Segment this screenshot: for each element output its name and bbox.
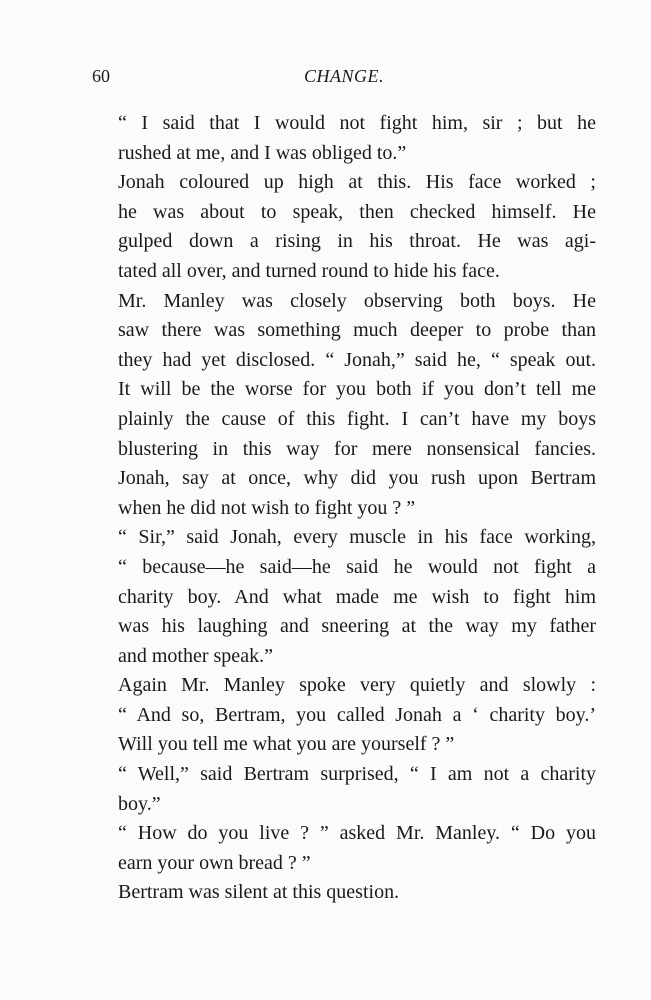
text-line: “ because—he said—he said he would not fight a [118, 555, 596, 578]
paragraph [93, 523, 596, 671]
text-line: Jonah coloured up high at this. His face worked ; [118, 171, 596, 194]
text-line: It will be the worse for you both if you don’t tell me [118, 378, 596, 401]
text-line: Again Mr. Manley spoke very quietly and slowly : [118, 674, 596, 697]
chapter-title: CHANGE. [304, 66, 384, 86]
paragraph [93, 109, 596, 168]
paragraph [93, 671, 596, 760]
text-line: “ Sir,” said Jonah, every muscle in his face working, [118, 526, 596, 549]
text-line: earn your own bread ? ” [118, 851, 311, 874]
text-line: Jonah, say at once, why did you rush upon Bertram [118, 467, 596, 490]
text-line: Mr. Manley was closely observing both boys. He [118, 289, 596, 312]
text-line: Bertram was silent at this question. [118, 881, 400, 904]
body-text [93, 109, 596, 908]
text-line: “ And so, Bertram, you called Jonah a ‘ charity boy.’ [118, 703, 596, 726]
paragraph [93, 819, 596, 878]
text-line: blustering in this way for mere nonsensical fancies. [118, 437, 596, 460]
paragraph [93, 760, 596, 819]
paragraph [93, 878, 596, 908]
text-line: “ Well,” said Bertram surprised, “ I am not a charity [118, 763, 596, 786]
text-line: when he did not wish to fight you ? ” [118, 496, 416, 519]
text-line: Will you tell me what you are yourself ? ” [118, 733, 455, 756]
text-line: rushed at me, and I was obliged to.” [118, 141, 407, 164]
paragraph [93, 168, 596, 286]
text-line: they had yet disclosed. “ Jonah,” said he, “ speak out. [118, 348, 596, 371]
text-line: saw there was something much deeper to probe than [118, 319, 596, 342]
paragraph [93, 287, 596, 524]
page-number: 60 [92, 66, 110, 86]
text-line: “ I said that I would not fight him, sir ; but he [118, 112, 596, 134]
text-line: tated all over, and turned round to hide his face. [118, 259, 500, 282]
text-line: was his laughing and sneering at the way my father [118, 615, 596, 638]
text-line: he was about to speak, then checked himself. He [118, 200, 596, 223]
text-line: boy.” [118, 792, 161, 815]
text-line: plainly the cause of this fight. I can’t have my boys [118, 407, 596, 430]
text-line: gulped down a rising in his throat. He was agi- [118, 230, 596, 253]
running-head [92, 66, 596, 90]
text-line: “ How do you live ? ” asked Mr. Manley. “ Do you [118, 822, 596, 845]
text-line: and mother speak.” [118, 644, 273, 667]
text-line: charity boy. And what made me wish to fight him [118, 585, 596, 608]
